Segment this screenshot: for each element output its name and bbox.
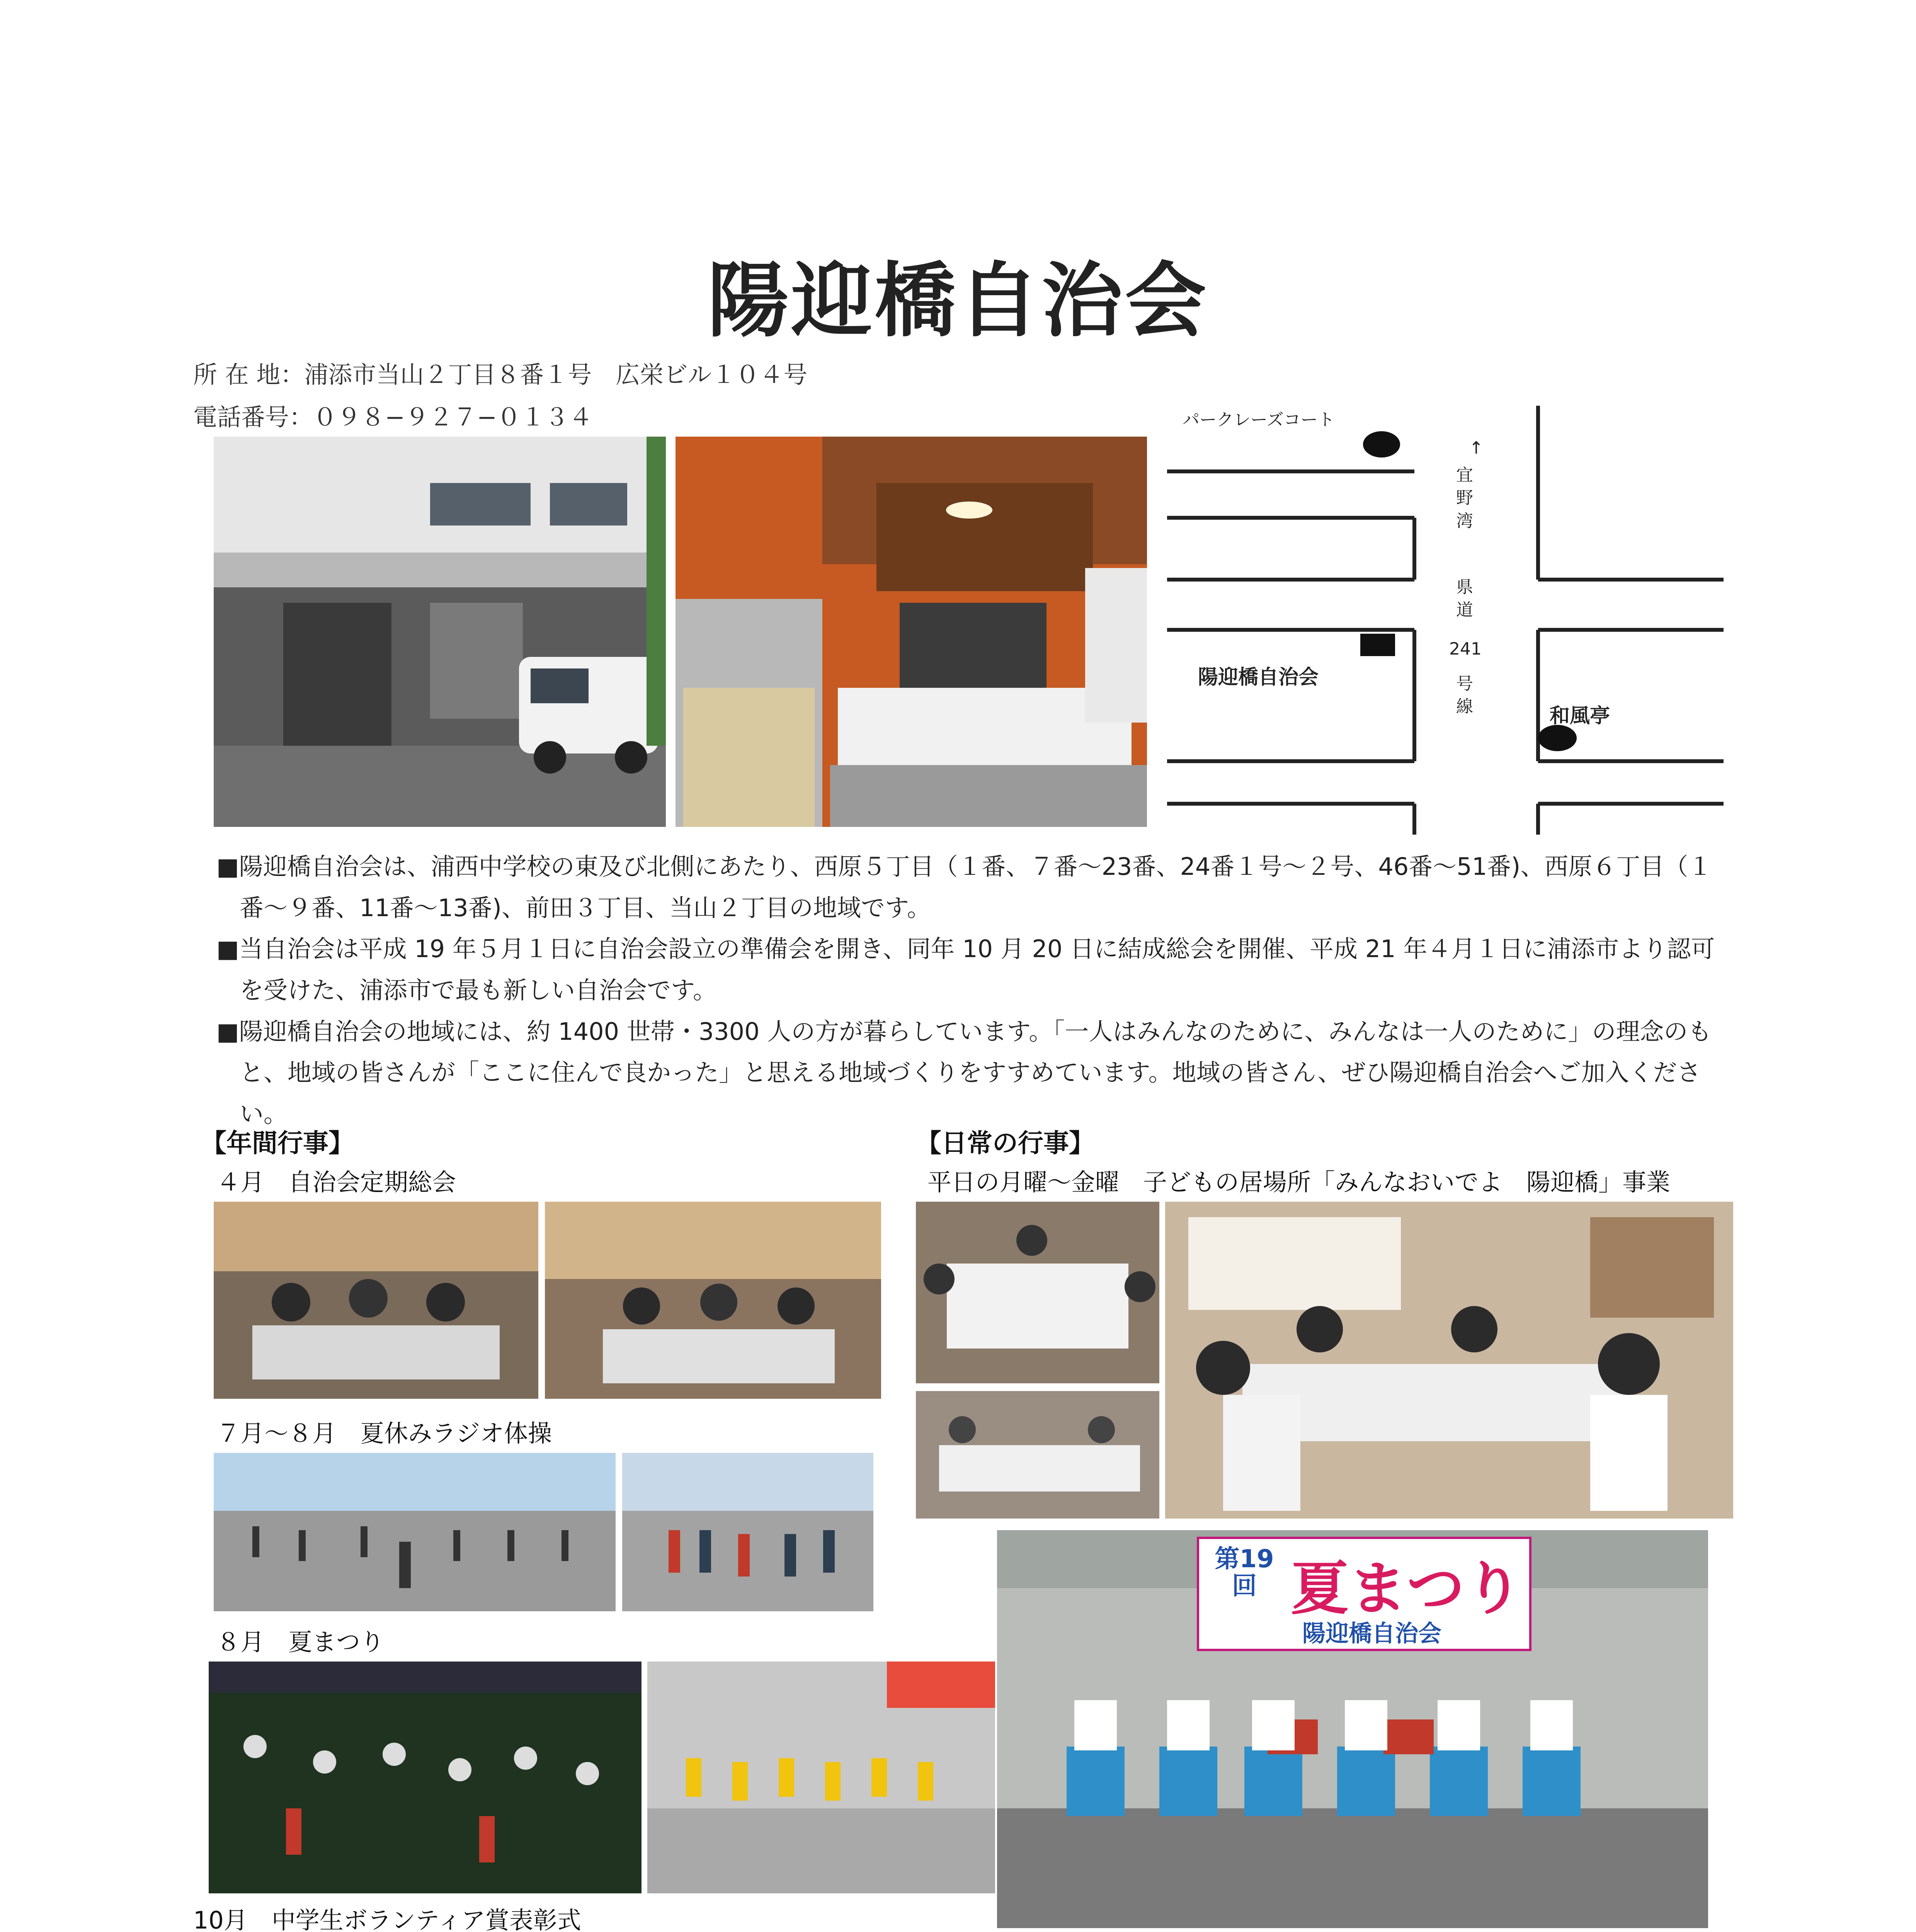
photo-children-program-2: [916, 1391, 1159, 1519]
address: 所 在 地：浦添市当山２丁目８番１号 広栄ビル１０４号: [193, 361, 808, 389]
caption-weekday-children-program: 平日の月曜〜金曜 子どもの居場所「みんなおいでよ 陽迎橋」事業: [927, 1168, 1671, 1196]
daily-events-heading: 【日常の行事】: [916, 1128, 1094, 1158]
photo-radio-exercise-1: [214, 1453, 616, 1611]
map-road-label-2: 県道: [1456, 577, 1473, 620]
photo-summer-festival-crowd: [209, 1662, 642, 1893]
map-arrow: ↑: [1469, 438, 1484, 458]
caption-april-meeting: ４月 自治会定期総会: [216, 1168, 456, 1196]
banner-title: 夏まつり: [1291, 1555, 1523, 1622]
phone-number: 電話番号：０９８−９２７−０１３４: [193, 403, 593, 431]
intro-paragraph-area: ■陽迎橋自治会は、浦西中学校の東及び北側にあたり、西原５丁目（１番、７番〜23番、24番１号〜２号、46番〜51番)、西原６丁目（１番〜９番、11番〜13番)、前田３丁目、当山２丁目の地域です。: [216, 852, 1712, 922]
photo-april-meeting-1: [214, 1202, 538, 1399]
photo-april-meeting-2: [545, 1202, 881, 1399]
map-park-label: パークレーズコート: [1183, 410, 1335, 430]
map-restaurant-label: 和風亭: [1550, 704, 1610, 728]
photo-summer-festival-stage: [997, 1530, 1708, 1928]
photo-summer-festival-dance: [647, 1662, 995, 1893]
banner-edition: 第19回: [1215, 1545, 1274, 1601]
photo-children-program-3: [1165, 1202, 1733, 1519]
caption-july-radio-exercise: ７月〜８月 夏休みラジオ体操: [216, 1419, 552, 1447]
map-road-number: 241: [1449, 639, 1482, 659]
caption-october-volunteer-award: 10月 中学生ボランティア賞表彰式: [193, 1906, 581, 1932]
intro-text: [216, 846, 1731, 1134]
intro-paragraph-history: ■当自治会は平成 19 年５月１日に自治会設立の準備会を開き、同年 10 月 20 日に結成総会を開催、平成 21 年４月１日に浦添市より認可を受けた、浦添市で最も新しい自治会です。: [216, 935, 1715, 1004]
intro-paragraph-mission: ■陽迎橋自治会の地域には、約 1400 世帯・3300 人の方が暮らしています。「一人はみんなのために、みんなは一人のために」の理念のもと、地域の皆さんが「ここに住んで良かった」と思える地域づくりをすすめています。地域の皆さん、ぜひ陽迎橋自治会へご加入ください。: [216, 1017, 1712, 1128]
office-interior-photo: [676, 437, 1147, 827]
page-title: 陽迎橋自治会: [707, 253, 1208, 348]
banner-organization: 陽迎橋自治会: [1302, 1620, 1441, 1647]
building-exterior-photo: [214, 437, 666, 827]
annual-events-heading: 【年間行事】: [201, 1128, 354, 1158]
photo-radio-exercise-2: [622, 1453, 873, 1611]
map-road-label-3: 号線: [1456, 674, 1473, 717]
photo-children-program-1: [916, 1202, 1159, 1383]
map-road-label-1: 宜野湾: [1456, 465, 1473, 531]
location-map: [1167, 406, 1724, 835]
caption-august-festival: ８月 夏まつり: [216, 1628, 385, 1656]
map-office-label: 陽迎橋自治会: [1198, 666, 1319, 689]
